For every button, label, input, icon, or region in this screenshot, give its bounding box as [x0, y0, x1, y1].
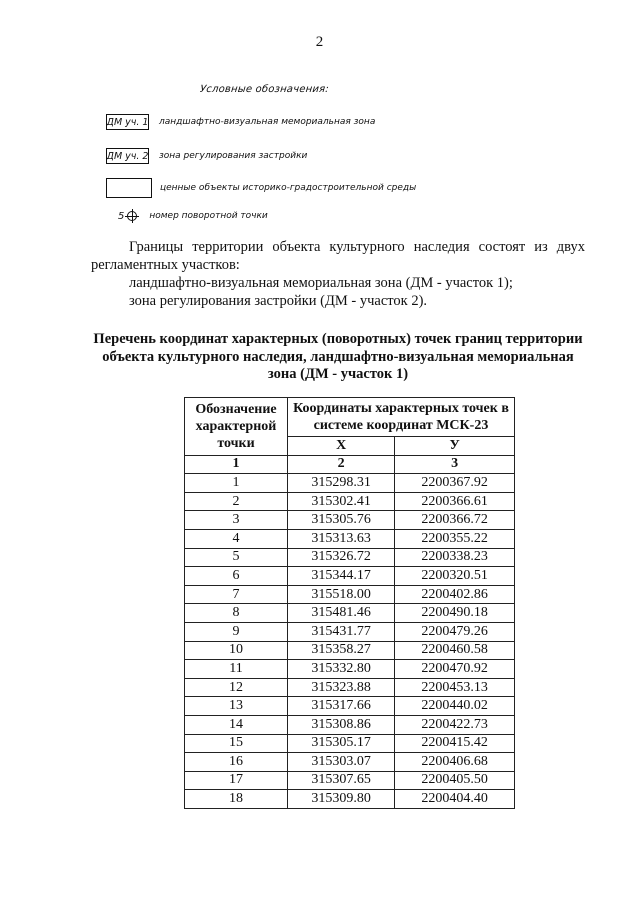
table-row [185, 753, 515, 772]
point-number-cell: 7 [185, 585, 288, 604]
legend-item-turning-point [118, 206, 268, 226]
zone-2-line: зона регулирования застройки (ДМ - участок 2). [129, 293, 428, 309]
table-row [185, 567, 515, 586]
x-header: X [288, 437, 395, 456]
y-coordinate-cell: 2200367.92 [395, 474, 515, 493]
table-row [185, 529, 515, 548]
point-number-cell: 15 [185, 734, 288, 753]
x-coordinate-cell: 315332.80 [288, 660, 395, 679]
x-coordinate-cell: 315358.27 [288, 641, 395, 660]
table-row [185, 511, 515, 530]
table-row [185, 715, 515, 734]
x-coordinate-cell: 315308.86 [288, 715, 395, 734]
table-title [78, 331, 598, 384]
point-number-cell: 9 [185, 622, 288, 641]
y-coordinate-cell: 2200402.86 [395, 585, 515, 604]
legend-label: ценные объекты историко-градостроительной среды [160, 183, 417, 193]
table-row [185, 492, 515, 511]
point-number-cell: 10 [185, 641, 288, 660]
legend-label: номер поворотной точки [149, 211, 268, 221]
x-coordinate-cell: 315303.07 [288, 753, 395, 772]
x-coordinate-cell: 315298.31 [288, 474, 395, 493]
y-coordinate-cell: 2200479.26 [395, 622, 515, 641]
point-number-cell: 5 [185, 548, 288, 567]
legend-item-zone-1 [106, 112, 375, 132]
x-coordinate-cell: 315313.63 [288, 529, 395, 548]
column-number: 3 [395, 455, 515, 474]
legend-swatch-empty [106, 178, 152, 198]
y-coordinate-cell: 2200460.58 [395, 641, 515, 660]
coordinates-table-body [185, 474, 515, 809]
table-row [185, 474, 515, 493]
table-row [185, 548, 515, 567]
zone-1-line: ландшафтно-визуальная мемориальная зона (ДМ - участок 1); [129, 275, 513, 291]
legend-label: ландшафтно-визуальная мемориальная зона [159, 117, 376, 127]
table-row [185, 622, 515, 641]
table-title-line: Перечень координат характерных (поворотных) точек границ территории [93, 331, 583, 347]
legend-swatch-dm-1: ДМ уч. 1 [106, 114, 149, 130]
y-coordinate-cell: 2200320.51 [395, 567, 515, 586]
body-text [91, 238, 585, 310]
table-title-line: объекта культурного наследия, ландшафтно-визуальная мемориальная [102, 348, 574, 365]
y-header: У [395, 437, 515, 456]
legend-item-zone-2 [106, 146, 307, 166]
y-coordinate-cell: 2200415.42 [395, 734, 515, 753]
table-row [185, 734, 515, 753]
turning-point-symbol [118, 211, 137, 222]
point-number-cell: 14 [185, 715, 288, 734]
coordinates-header: Координаты характерных точек в системе координат МСК-23 [288, 398, 515, 437]
y-coordinate-cell: 2200405.50 [395, 771, 515, 790]
table-row [185, 585, 515, 604]
coordinates-table [184, 397, 515, 809]
y-coordinate-cell: 2200366.72 [395, 511, 515, 530]
x-coordinate-cell: 315344.17 [288, 567, 395, 586]
x-coordinate-cell: 315481.46 [288, 604, 395, 623]
y-coordinate-cell: 2200338.23 [395, 548, 515, 567]
legend-swatch-dm-2: ДМ уч. 2 [106, 148, 149, 164]
point-number-cell: 16 [185, 753, 288, 772]
table-row [185, 771, 515, 790]
crosshair-circle-icon [127, 211, 137, 221]
column-number: 2 [288, 455, 395, 474]
x-coordinate-cell: 315305.17 [288, 734, 395, 753]
point-number-cell: 18 [185, 790, 288, 809]
x-coordinate-cell: 315431.77 [288, 622, 395, 641]
table-row [185, 660, 515, 679]
x-coordinate-cell: 315326.72 [288, 548, 395, 567]
legend-label: зона регулирования застройки [159, 151, 308, 161]
column-number: 1 [185, 455, 288, 474]
y-coordinate-cell: 2200440.02 [395, 697, 515, 716]
table-row [185, 697, 515, 716]
table-row [185, 790, 515, 809]
point-number-cell: 2 [185, 492, 288, 511]
x-coordinate-cell: 315518.00 [288, 585, 395, 604]
y-coordinate-cell: 2200490.18 [395, 604, 515, 623]
point-number-cell: 17 [185, 771, 288, 790]
x-coordinate-cell: 315307.65 [288, 771, 395, 790]
table-title-line: зона (ДМ - участок 1) [267, 366, 409, 382]
intro-paragraph: Границы территории объекта культурного наследия состоят из двух регламентных участков: [91, 239, 585, 273]
point-designation-header: Обозначение характерной точки [185, 398, 288, 456]
x-coordinate-cell: 315305.76 [288, 511, 395, 530]
y-coordinate-cell: 2200404.40 [395, 790, 515, 809]
point-number-cell: 13 [185, 697, 288, 716]
point-number-cell: 11 [185, 660, 288, 679]
legend-item-valuable-objects [106, 178, 416, 198]
point-number-cell: 12 [185, 678, 288, 697]
point-number-cell: 3 [185, 511, 288, 530]
x-coordinate-cell: 315317.66 [288, 697, 395, 716]
x-coordinate-cell: 315302.41 [288, 492, 395, 511]
point-number-cell: 4 [185, 529, 288, 548]
x-coordinate-cell: 315323.88 [288, 678, 395, 697]
table-row [185, 678, 515, 697]
y-coordinate-cell: 2200355.22 [395, 529, 515, 548]
y-coordinate-cell: 2200406.68 [395, 753, 515, 772]
y-coordinate-cell: 2200422.73 [395, 715, 515, 734]
point-number-cell: 6 [185, 567, 288, 586]
turning-point-number: 5 [118, 210, 125, 222]
y-coordinate-cell: 2200470.92 [395, 660, 515, 679]
y-coordinate-cell: 2200453.13 [395, 678, 515, 697]
y-coordinate-cell: 2200366.61 [395, 492, 515, 511]
point-number-cell: 1 [185, 474, 288, 493]
table-row [185, 604, 515, 623]
legend-title: Условные обозначения: [199, 84, 330, 95]
point-number-cell: 8 [185, 604, 288, 623]
table-row [185, 641, 515, 660]
x-coordinate-cell: 315309.80 [288, 790, 395, 809]
page-number: 2 [315, 34, 324, 50]
